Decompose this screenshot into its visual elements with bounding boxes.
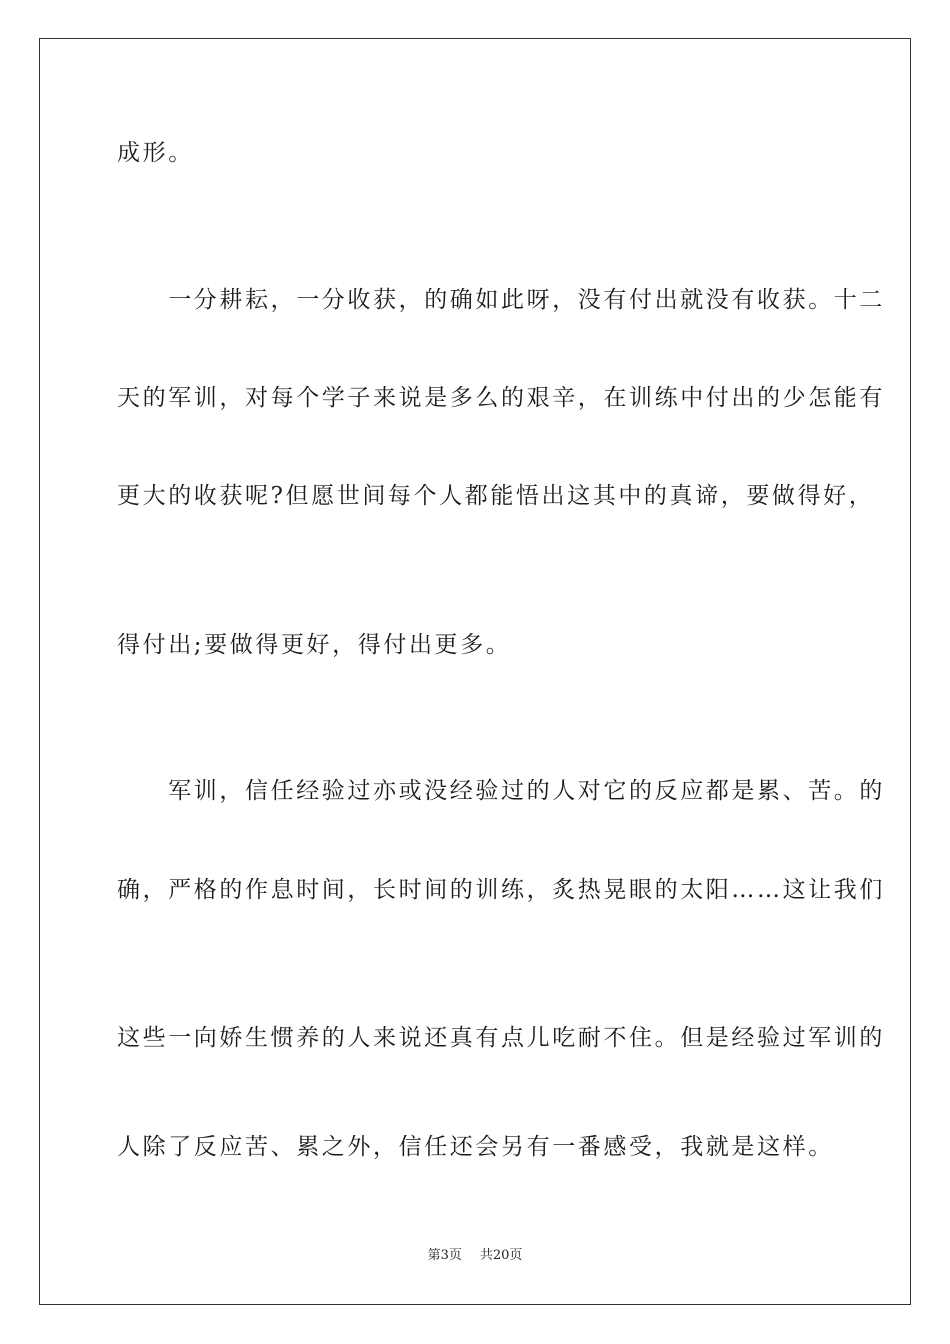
text-line: 确，严格的作息时间，长时间的训练，炙热晃眼的太阳……这让我们 [117,877,885,903]
text-line: 得付出;要做得更好，得付出更多。 [117,632,512,658]
page-number-current: 第3页 [427,1248,462,1263]
text-line: 天的军训，对每个学子来说是多么的艰辛，在训练中付出的少怎能有 [117,385,885,411]
text-line: 更大的收获呢?但愿世间每个人都能悟出这其中的真谛，要做得好， [117,483,875,509]
text-line: 这些一向娇生惯养的人来说还真有点儿吃耐不住。但是经验过军训的 [117,1025,885,1051]
page-border [39,38,911,1305]
page-number-total: 共20页 [479,1248,523,1263]
page-footer [0,1248,950,1264]
text-line: 成形。 [117,140,194,166]
text-line: 军训，信任经验过亦或没经验过的人对它的反应都是累、苦。的 [117,778,885,804]
text-line: 一分耕耘，一分收获，的确如此呀，没有付出就没有收获。十二 [117,287,885,313]
text-line: 人除了反应苦、累之外，信任还会另有一番感受，我就是这样。 [117,1134,834,1160]
